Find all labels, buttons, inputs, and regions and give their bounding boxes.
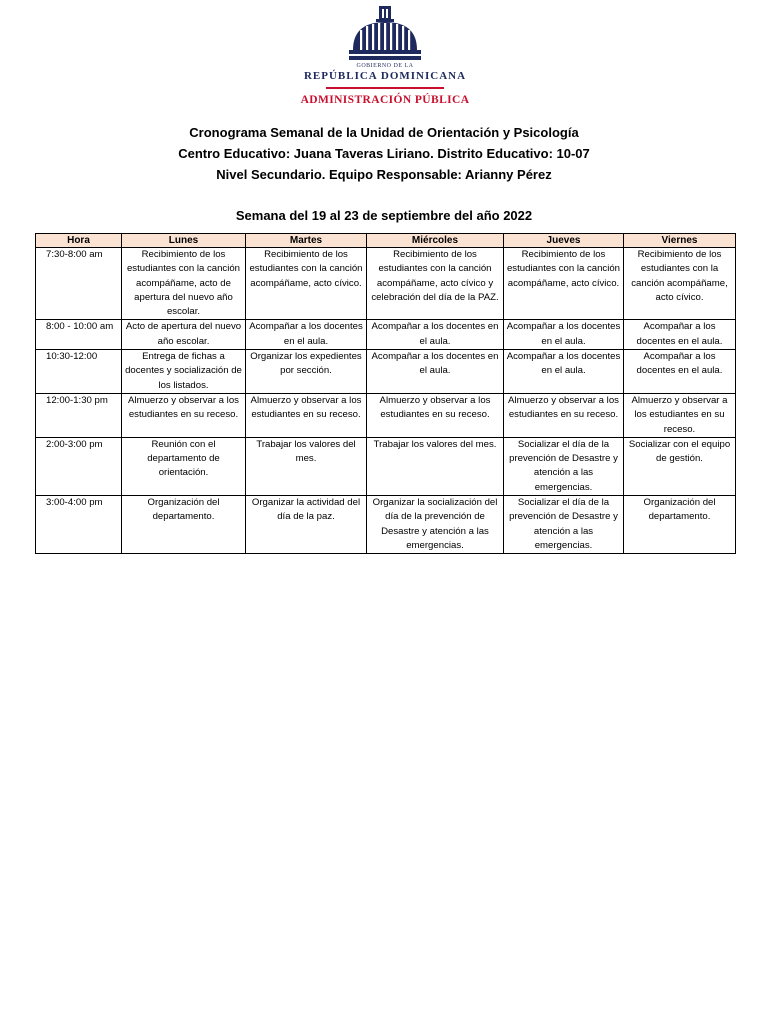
activity-cell: Almuerzo y observar a los estudiantes en su receso. xyxy=(246,393,367,437)
activity-cell: Acto de apertura del nuevo año escolar. xyxy=(122,320,246,350)
column-header-jueves: Jueves xyxy=(504,234,624,248)
table-row xyxy=(36,437,736,495)
table-row xyxy=(36,320,736,350)
column-header-viernes: Viernes xyxy=(624,234,736,248)
activity-cell: Almuerzo y observar a los estudiantes en su receso. xyxy=(504,393,624,437)
time-cell: 3:00-4:00 pm xyxy=(36,496,122,554)
activity-cell: Organización del departamento. xyxy=(624,496,736,554)
activity-cell: Recibimiento de los estudiantes con la canción acompáñame, acto cívico y celebración del día de la PAZ. xyxy=(367,248,504,320)
activity-cell: Recibimiento de los estudiantes con la canción acompáñame, acto cívico. xyxy=(246,248,367,320)
government-logo xyxy=(300,4,470,112)
activity-cell: Recibimiento de los estudiantes con la canción acompáñame, acto cívico. xyxy=(624,248,736,320)
dome-logo-icon xyxy=(347,4,423,62)
table-row xyxy=(36,496,736,554)
table-header-row xyxy=(36,234,736,248)
column-header-lunes: Lunes xyxy=(122,234,246,248)
time-cell: 10:30-12:00 xyxy=(36,350,122,394)
time-cell: 8:00 - 10:00 am xyxy=(36,320,122,350)
activity-cell: Organización del departamento. xyxy=(122,496,246,554)
activity-cell: Acompañar a los docentes en el aula. xyxy=(504,350,624,394)
gov-big-text: REPÚBLICA DOMINICANA xyxy=(303,70,467,82)
time-cell: 2:00-3:00 pm xyxy=(36,437,122,495)
activity-cell: Almuerzo y observar a los estudiantes en su receso. xyxy=(122,393,246,437)
column-header-miercoles: Miércoles xyxy=(367,234,504,248)
activity-cell: Socializar el día de la prevención de Desastre y atención a las emergencias. xyxy=(504,496,624,554)
week-title: Semana del 19 al 23 de septiembre del año 2022 xyxy=(235,208,533,223)
table-row xyxy=(36,350,736,394)
activity-cell: Recibimiento de los estudiantes con la canción acompáñame, acto de apertura del nuevo año escolar. xyxy=(122,248,246,320)
activity-cell: Socializar el día de la prevención de Desastre y atención a las emergencias. xyxy=(504,437,624,495)
time-cell: 12:00-1:30 pm xyxy=(36,393,122,437)
table-row xyxy=(36,393,736,437)
schedule-table xyxy=(35,233,736,554)
activity-cell: Trabajar los valores del mes. xyxy=(367,437,504,495)
activity-cell: Socializar con el equipo de gestión. xyxy=(624,437,736,495)
document-titles xyxy=(0,122,768,185)
gov-small-text: GOBIERNO DE LA xyxy=(356,63,414,69)
activity-cell: Acompañar a los docentes en el aula. xyxy=(624,350,736,394)
activity-cell: Acompañar a los docentes en el aula. xyxy=(367,320,504,350)
admin-text: ADMINISTRACIÓN PÚBLICA xyxy=(300,94,470,106)
activity-cell: Acompañar a los docentes en el aula. xyxy=(624,320,736,350)
column-header-martes: Martes xyxy=(246,234,367,248)
activity-cell: Almuerzo y observar a los estudiantes en su receso. xyxy=(367,393,504,437)
activity-cell: Trabajar los valores del mes. xyxy=(246,437,367,495)
title-line-3: Nivel Secundario. Equipo Responsable: Arianny Pérez xyxy=(216,167,552,182)
activity-cell: Organizar la socialización del día de la prevención de Desastre y atención a las emergencias. xyxy=(367,496,504,554)
activity-cell: Almuerzo y observar a los estudiantes en su receso. xyxy=(624,393,736,437)
time-cell: 7:30-8:00 am xyxy=(36,248,122,320)
activity-cell: Organizar los expedientes por sección. xyxy=(246,350,367,394)
activity-cell: Recibimiento de los estudiantes con la canción acompáñame, acto cívico. xyxy=(504,248,624,320)
activity-cell: Acompañar a los docentes en el aula. xyxy=(367,350,504,394)
red-divider xyxy=(326,87,444,89)
title-line-1: Cronograma Semanal de la Unidad de Orientación y Psicología xyxy=(189,125,579,140)
column-header-hora: Hora xyxy=(36,234,122,248)
table-row xyxy=(36,248,736,320)
activity-cell: Acompañar a los docentes en el aula. xyxy=(504,320,624,350)
activity-cell: Entrega de fichas a docentes y socialización de los listados. xyxy=(122,350,246,394)
title-line-2: Centro Educativo: Juana Taveras Liriano. Distrito Educativo: 10-07 xyxy=(178,146,590,161)
activity-cell: Organizar la actividad del día de la paz. xyxy=(246,496,367,554)
activity-cell: Acompañar a los docentes en el aula. xyxy=(246,320,367,350)
activity-cell: Reunión con el departamento de orientación. xyxy=(122,437,246,495)
